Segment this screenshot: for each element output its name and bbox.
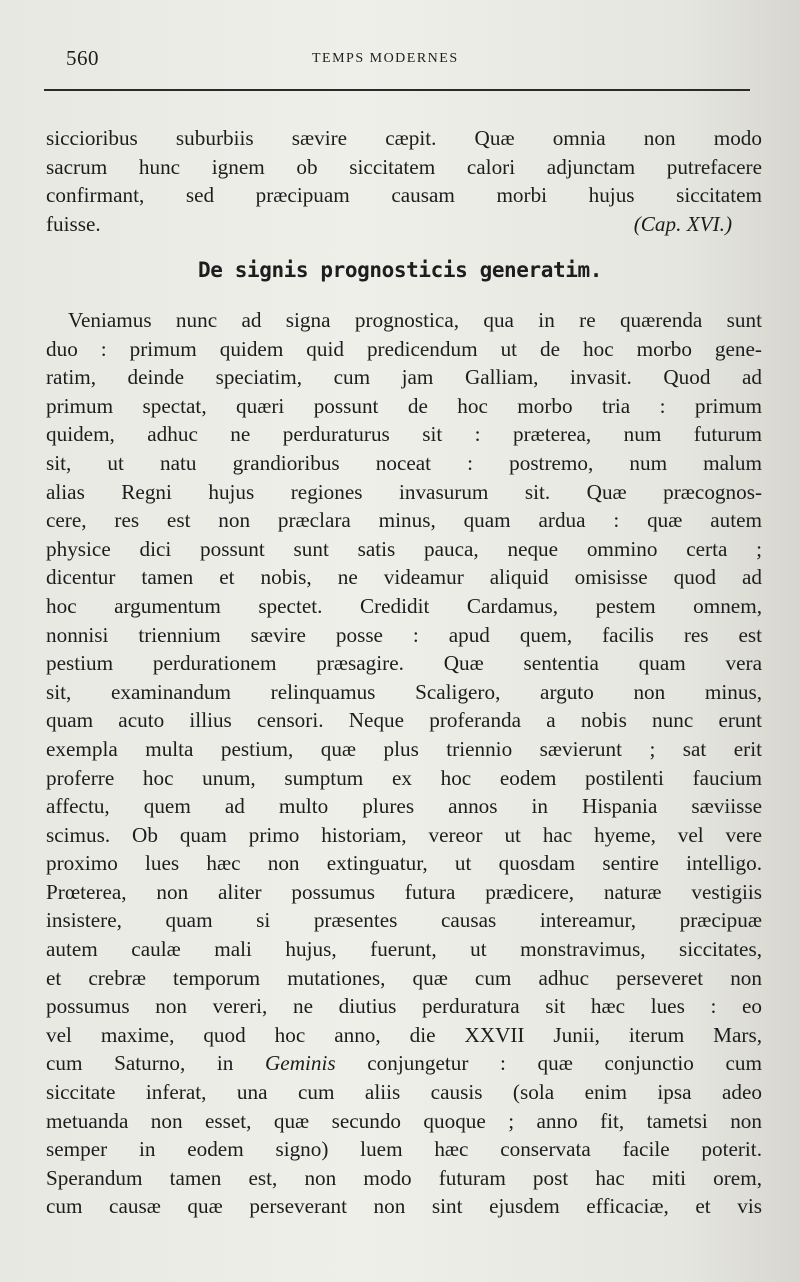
text-line-end: fuisse.	[46, 211, 101, 236]
text-line: Prœterea, non aliter possumus futura prædicere, naturæ vestigiis	[46, 879, 762, 904]
running-title: TEMPS MODERNES	[312, 51, 459, 66]
text-line: semper in eodem signo) luem hæc conservata facile poterit.	[46, 1137, 762, 1162]
text-line: insistere, quam si præsentes causas intereamur, præcipuæ	[46, 908, 762, 933]
text-line: affectu, quem ad multo plures annos in Hispania sæviisse	[46, 794, 762, 819]
text-segment: cum Saturno, in	[46, 1051, 234, 1076]
main-paragraph	[46, 306, 762, 1221]
text-line: autem caulæ mali hujus, fuerunt, ut monstravimus, siccitates,	[46, 937, 762, 962]
text-line: vel maxime, quod hoc anno, die XXVII Junii, iterum Mars,	[46, 1022, 762, 1047]
text-line: quidem, adhuc ne perduraturus sit : præterea, num futurum	[46, 422, 762, 447]
text-line: physice dici possunt sunt satis pauca, neque ommino certa ;	[46, 536, 762, 561]
text-line: duo : primum quidem quid predicendum ut de hoc morbo gene-	[46, 336, 762, 361]
text-line: primum spectat, quæri possunt de hoc morbo tria : primum	[46, 393, 762, 418]
text-line: pestium perdurationem præsagire. Quæ sententia quam vera	[46, 651, 762, 676]
text-line: scimus. Ob quam primo historiam, vereor ut hac hyeme, vel vere	[46, 822, 762, 847]
chapter-reference: (Cap. XVI.)	[633, 211, 732, 236]
text-line: Veniamus nunc ad signa prognostica, qua in re quærenda sunt	[68, 308, 762, 332]
text-line: exempla multa pestium, quæ plus triennio sævierunt ; sat erit	[46, 736, 762, 761]
text-line: sit, ut natu grandioribus noceat : postremo, num malum	[46, 450, 762, 475]
text-segment: conjungetur : quæ conjunctio cum	[367, 1051, 762, 1076]
section-heading: De signis prognosticis generatim.	[197, 258, 603, 282]
text-line: dicentur tamen et nobis, ne videamur aliquid omisisse quod ad	[46, 565, 762, 590]
text-line: proferre hoc unum, sumptum ex hoc eodem postilenti faucium	[46, 765, 762, 790]
text-line: quam acuto illius censori. Neque proferanda a nobis nunc erunt	[46, 708, 762, 733]
header-rule	[44, 89, 750, 91]
text-line: cum causæ quæ perseverant non sint ejusdem efficaciæ, et vis	[46, 1194, 762, 1219]
text-line: alias Regni hujus regiones invasurum sit. Quæ præcognos-	[46, 479, 762, 504]
text-line-geminis	[46, 1049, 762, 1078]
page-header	[44, 44, 750, 74]
page-number: 560	[66, 46, 99, 70]
text-line: cere, res est non præclara minus, quam ardua : quæ autem	[46, 508, 762, 533]
text-line: hoc argumentum spectet. Credidit Cardamus, pestem omnem,	[46, 593, 762, 618]
text-line: sacrum hunc ignem ob siccitatem calori adjunctam putrefacere	[46, 154, 762, 179]
text-line: et crebræ temporum mutationes, quæ cum adhuc perseveret non	[46, 965, 762, 990]
italic-word: Geminis	[265, 1051, 336, 1076]
text-line: Sperandum tamen est, non modo futuram post hac miti orem,	[46, 1165, 762, 1190]
text-line: siccitate inferat, una cum aliis causis (sola enim ipsa adeo	[46, 1080, 762, 1105]
text-line: possumus non vereri, ne diutius perduratura sit hæc lues : eo	[46, 994, 762, 1019]
text-line: proximo lues hæc non extinguatur, ut quosdam sentire intelligo.	[46, 851, 762, 876]
text-line: ratim, deinde speciatim, cum jam Galliam, invasit. Quod ad	[46, 365, 762, 390]
text-line: sit, examinandum relinquamus Scaligero, arguto non minus,	[46, 679, 762, 704]
text-line: siccioribus suburbiis sævire cæpit. Quæ omnia non modo	[46, 126, 762, 150]
text-line: metuanda non esset, quæ secundo quoque ; anno fit, tametsi non	[46, 1108, 762, 1133]
opening-text	[46, 124, 762, 238]
text-line: confirmant, sed præcipuam causam morbi hujus siccitatem	[46, 183, 762, 208]
text-line-with-reference	[46, 210, 762, 239]
text-line: nonnisi triennium sævire posse : apud quem, facilis res est	[46, 622, 762, 647]
